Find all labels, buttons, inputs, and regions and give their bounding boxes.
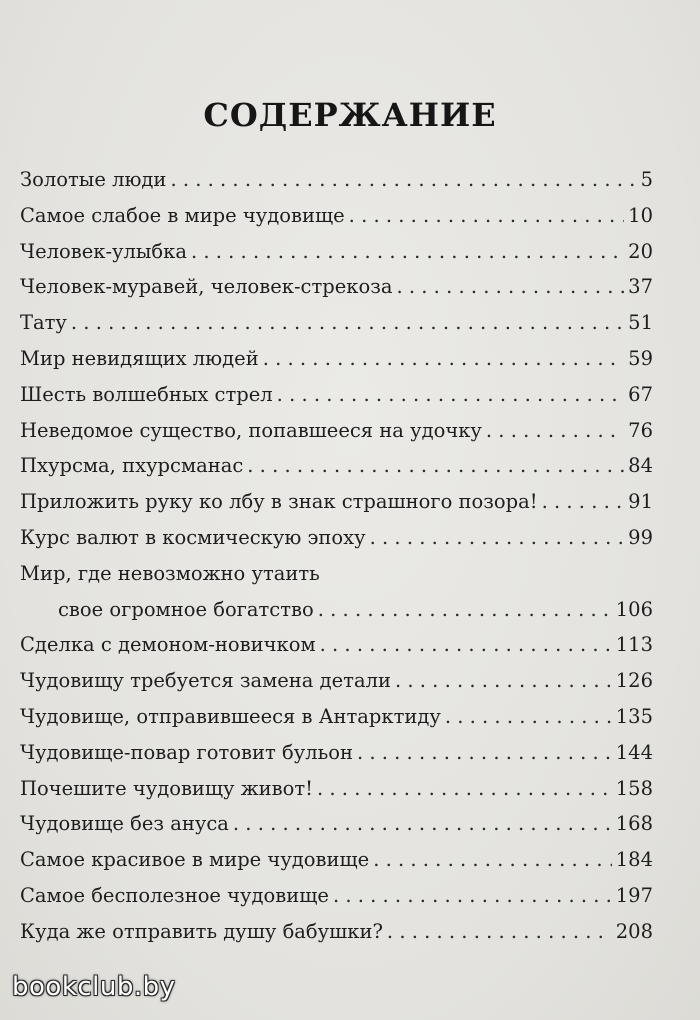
toc-entry — [20, 383, 653, 419]
toc-entry — [20, 633, 653, 669]
toc-page-number: 76 — [628, 418, 653, 442]
toc-entry — [20, 204, 653, 240]
toc-entry-title: Золотые люди — [20, 168, 167, 191]
toc-page-number: 135 — [615, 704, 653, 728]
toc-entry-title: Самое бесполезное чудовище — [20, 883, 329, 907]
dot-leader — [349, 204, 625, 227]
dot-leader — [370, 526, 625, 549]
toc-entry-title: Чудовище, отправившееся в Антарктиду — [20, 704, 441, 728]
toc-entry — [20, 562, 653, 634]
toc-entry — [20, 347, 653, 383]
dot-leader — [395, 669, 612, 692]
toc-page-number: 59 — [628, 346, 653, 370]
dot-leader — [233, 812, 612, 835]
toc-page-number: 84 — [628, 454, 653, 478]
dot-leader — [277, 383, 625, 406]
watermark-logo: bookclub.by — [12, 972, 176, 1002]
toc-page-number: 184 — [615, 848, 653, 872]
dot-leader — [333, 884, 612, 907]
toc-entry — [20, 275, 653, 311]
toc-entry-title: Куда же отправить душу бабушки? — [20, 919, 383, 943]
toc-entry — [20, 240, 653, 276]
toc-entry — [20, 705, 653, 741]
toc-page-number: 67 — [628, 382, 653, 406]
toc-entry-title: Самое красивое в мире чудовище — [20, 848, 370, 872]
toc-entry-title-continued: свое огромное богатство — [58, 597, 314, 621]
toc-entry-title: Самое слабое в мире чудовище — [20, 203, 345, 227]
toc-entry — [20, 920, 653, 956]
toc-entry — [20, 454, 653, 490]
toc-entry-title: Почешите чудовищу живот! — [20, 776, 313, 800]
dot-leader — [320, 633, 612, 656]
toc-entry-title: Сделка с демоном-новичком — [20, 633, 316, 657]
toc-entry-title: Чудовище без ануса — [20, 812, 229, 836]
dot-leader — [191, 240, 624, 263]
dot-leader — [542, 490, 625, 513]
toc-entry — [20, 526, 653, 562]
toc-entry — [20, 848, 653, 884]
toc-page-number: 106 — [615, 597, 653, 621]
dot-leader — [170, 168, 636, 191]
toc-entry-title: Мир невидящих людей — [20, 346, 259, 370]
dot-leader — [486, 419, 624, 442]
toc-page-number: 113 — [615, 633, 653, 657]
toc-entry — [20, 812, 653, 848]
toc-page-number: 168 — [615, 812, 653, 836]
toc-entry — [20, 311, 653, 347]
toc-entry-title: Пхурсма, пхурсманас — [20, 454, 244, 478]
toc-entry-title: Неведомое существо, попавшееся на удочку — [20, 418, 482, 442]
dot-leader — [71, 311, 624, 334]
toc-page-number: 99 — [628, 525, 653, 549]
toc-entry — [20, 419, 653, 455]
toc-entry — [20, 884, 653, 920]
table-of-contents — [20, 168, 653, 956]
toc-entry — [20, 741, 653, 777]
toc-entry-title: Курс валют в космическую эпоху — [20, 525, 366, 549]
dot-leader — [317, 777, 612, 800]
toc-page-number: 91 — [628, 490, 653, 514]
toc-page-number: 126 — [615, 669, 653, 693]
dot-leader — [247, 454, 624, 477]
toc-entry-title: Тату — [20, 311, 67, 335]
dot-leader — [445, 705, 612, 728]
toc-page-number: 144 — [615, 740, 653, 764]
dot-leader — [263, 347, 624, 370]
toc-entry-title: Человек-муравей, человек-стрекоза — [20, 275, 393, 299]
dot-leader — [396, 275, 624, 298]
dot-leader — [373, 848, 612, 871]
toc-entry-title: Шесть волшебных стрел — [20, 382, 273, 406]
toc-page-number: 208 — [615, 919, 653, 943]
dot-leader — [318, 598, 612, 621]
toc-page-number: 51 — [628, 311, 653, 335]
toc-page-number: 10 — [628, 203, 653, 227]
toc-entry-title: Человек-улыбка — [20, 239, 187, 263]
toc-page-number: 158 — [615, 776, 653, 800]
toc-entry — [20, 669, 653, 705]
toc-entry — [20, 168, 653, 204]
toc-entry-title: Приложить руку ко лбу в знак страшного позора! — [20, 490, 538, 514]
toc-entry — [20, 490, 653, 526]
toc-entry-title: Чудовище-повар готовит бульон — [20, 740, 353, 764]
toc-entry — [20, 777, 653, 813]
toc-page-number: 197 — [615, 883, 653, 907]
toc-page-number: 20 — [628, 239, 653, 263]
toc-entry-title: Мир, где невозможно утаить — [20, 561, 320, 585]
toc-page-number: 5 — [640, 168, 653, 191]
dot-leader — [387, 920, 612, 943]
toc-page-number: 37 — [628, 275, 653, 299]
dot-leader — [357, 741, 612, 764]
page-title: СОДЕРЖАНИЕ — [203, 96, 497, 134]
toc-entry-title: Чудовищу требуется замена детали — [20, 669, 391, 693]
